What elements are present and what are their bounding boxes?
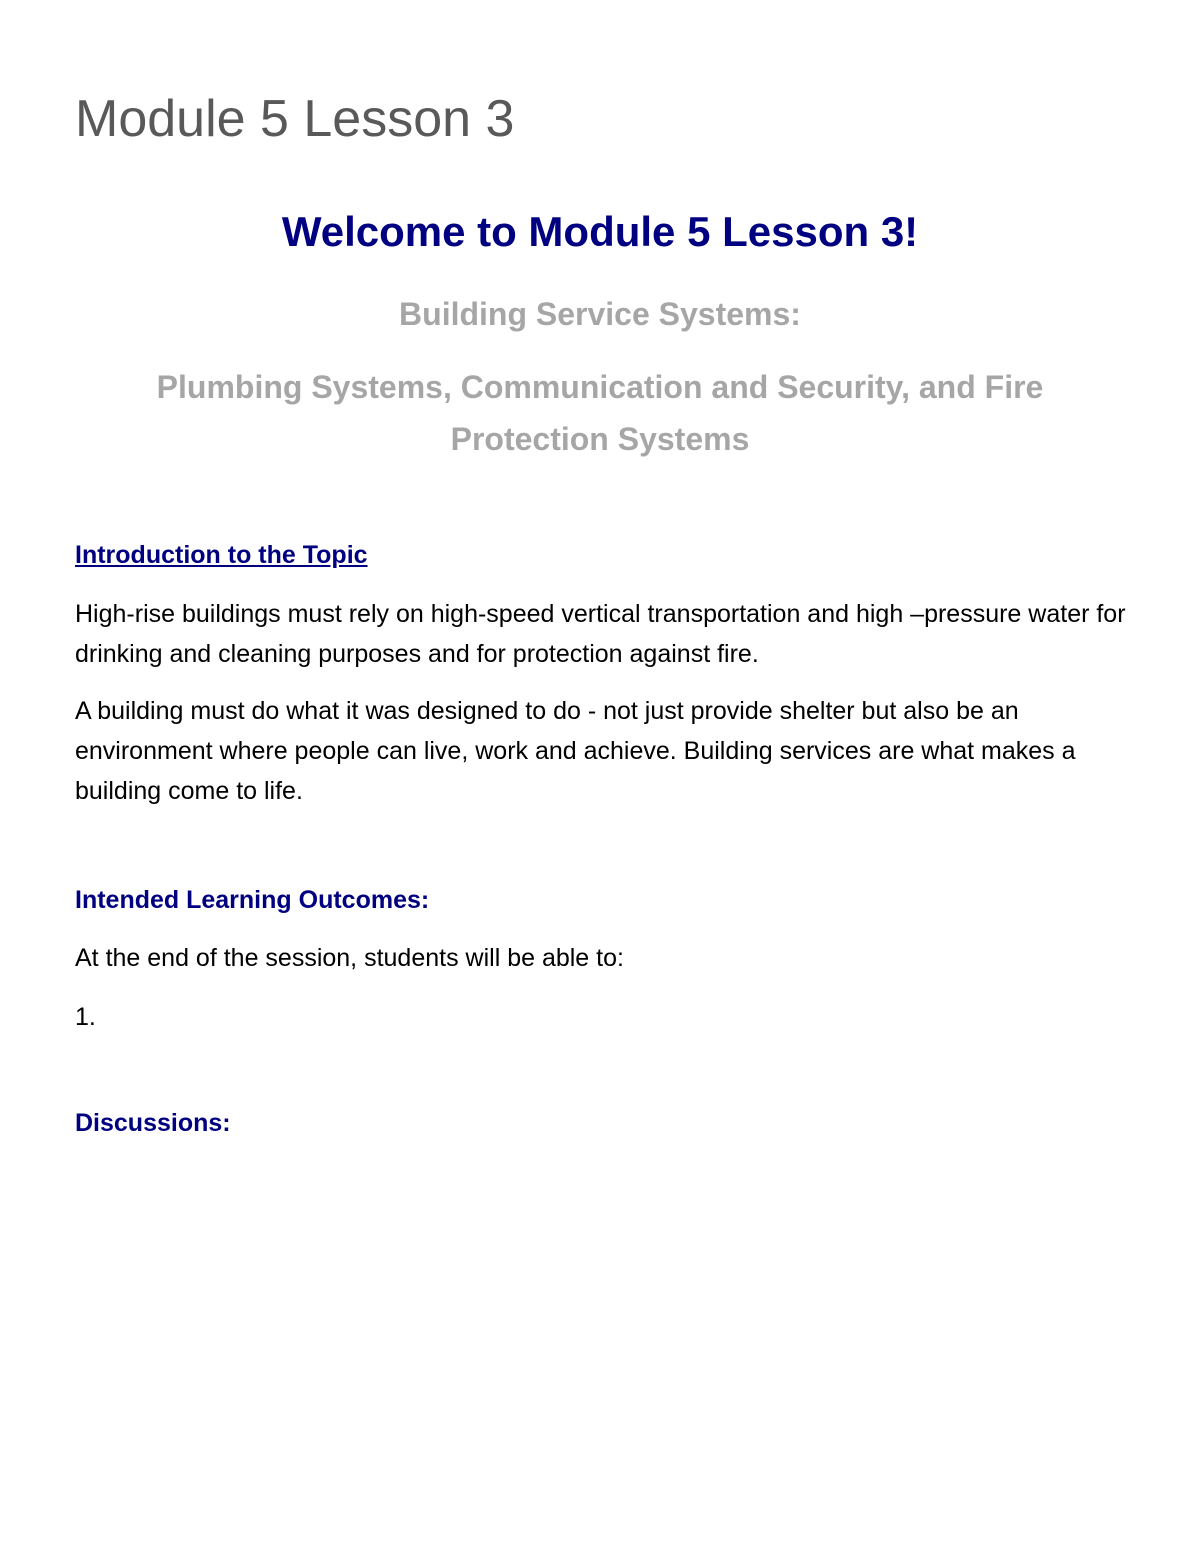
learning-outcomes-heading: Intended Learning Outcomes: bbox=[75, 886, 430, 914]
learning-outcome-item-1: 1. bbox=[75, 1003, 96, 1031]
introduction-heading: Introduction to the Topic bbox=[75, 541, 368, 569]
learning-outcomes-intro: At the end of the session, students will be able to: bbox=[75, 944, 624, 972]
subtitle-systems-list: Plumbing Systems, Communication and Security, and Fire Protection Systems bbox=[156, 369, 1044, 457]
introduction-paragraph-2: A building must do what it was designed to do - not just provide shelter but also be an environment where people can live, work and achieve. Building services are what makes a building come to life. bbox=[75, 697, 1076, 805]
subtitle-building-service-systems: Building Service Systems: bbox=[399, 296, 801, 332]
discussions-heading: Discussions: bbox=[75, 1109, 231, 1137]
introduction-paragraph-1: High-rise buildings must rely on high-speed vertical transportation and high –pressure water for drinking and cleaning purposes and for protection against fire. bbox=[75, 600, 1126, 668]
document-title: Module 5 Lesson 3 bbox=[75, 90, 515, 148]
welcome-heading: Welcome to Module 5 Lesson 3! bbox=[281, 208, 919, 255]
